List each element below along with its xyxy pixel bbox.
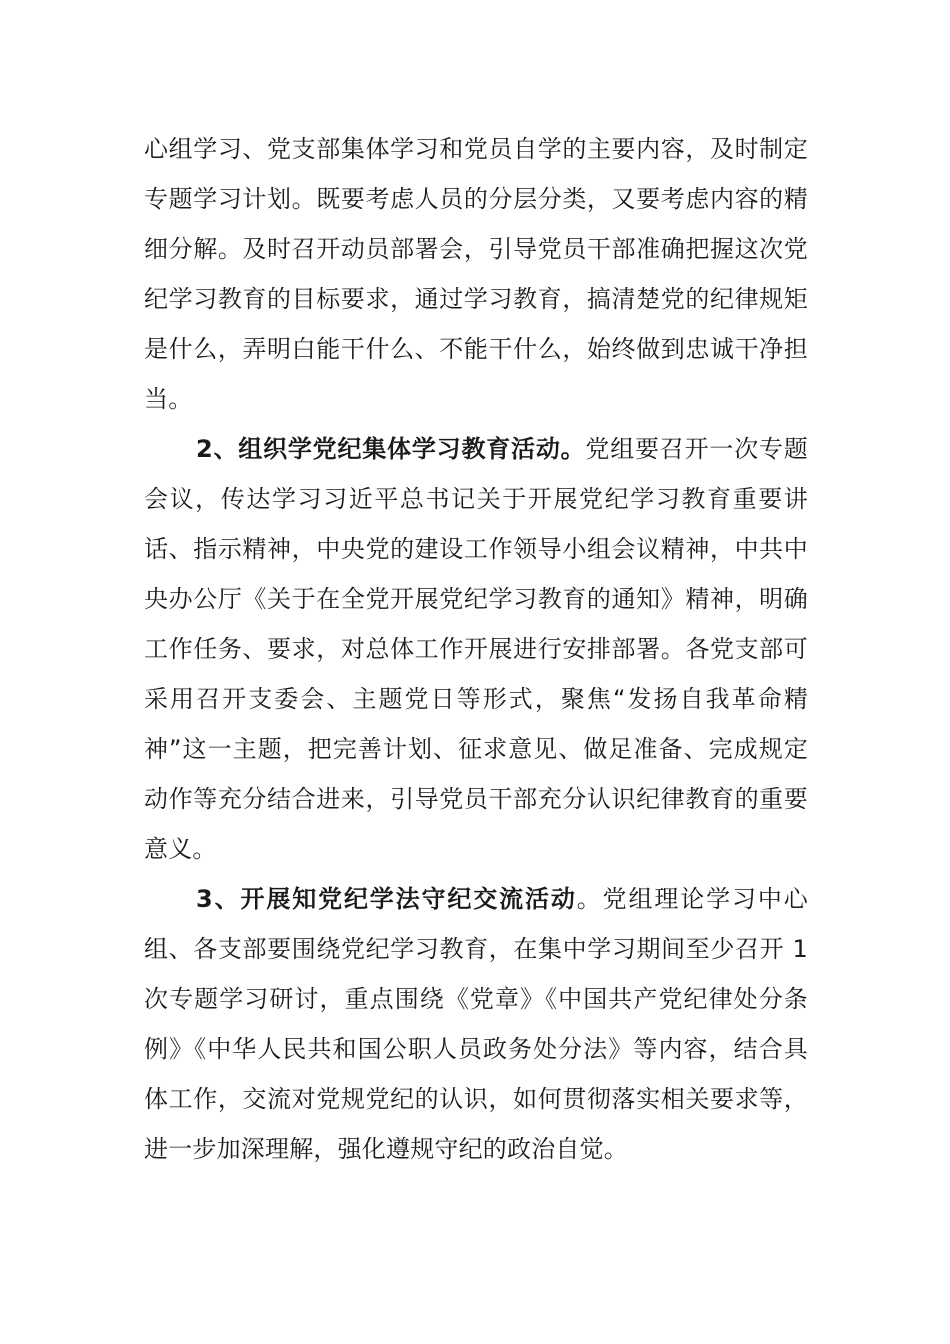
paragraph-item-3 bbox=[144, 874, 808, 1174]
paragraph-heading: 3、开展知党纪学法守纪交流活动 bbox=[196, 885, 577, 913]
paragraph-continuation bbox=[144, 124, 808, 424]
paragraph-heading: 2、组织学党纪集体学习教育活动。 bbox=[196, 435, 586, 463]
document-body bbox=[144, 124, 808, 1174]
paragraph-item-2 bbox=[144, 424, 808, 874]
paragraph-text: 。党组理论学习中心组、各支部要围绕党纪学习教育，在集中学习期间至少召开 1 次专题学习研讨，重点围绕《党章》《中国共产党纪律处分条例》《中华人民共和国公职人员政务处分法》等内容，结合具体工作，交流对党规党纪的认识，如何贯彻落实相关要求等，进一步加深理解，强化遵规守纪的政治自觉。 bbox=[144, 885, 808, 1163]
paragraph-text: 党组要召开一次专题会议，传达学习习近平总书记关于开展党纪学习教育重要讲话、指示精神，中央党的建设工作领导小组会议精神，中共中央办公厅《关于在全党开展党纪学习教育的通知》精神，明确工作任务、要求，对总体工作开展进行安排部署。各党支部可采用召开支委会、主题党日等形式，聚焦“发扬自我革命精神”这一主题，把完善计划、征求意见、做足准备、完成规定动作等充分结合进来，引导党员干部充分认识纪律教育的重要意义。 bbox=[144, 435, 808, 863]
paragraph-text: 心组学习、党支部集体学习和党员自学的主要内容，及时制定专题学习计划。既要考虑人员的分层分类，又要考虑内容的精细分解。及时召开动员部署会，引导党员干部准确把握这次党纪学习教育的目标要求，通过学习教育，搞清楚党的纪律规矩是什么，弄明白能干什么、不能干什么，始终做到忠诚干净担当。 bbox=[144, 135, 808, 413]
